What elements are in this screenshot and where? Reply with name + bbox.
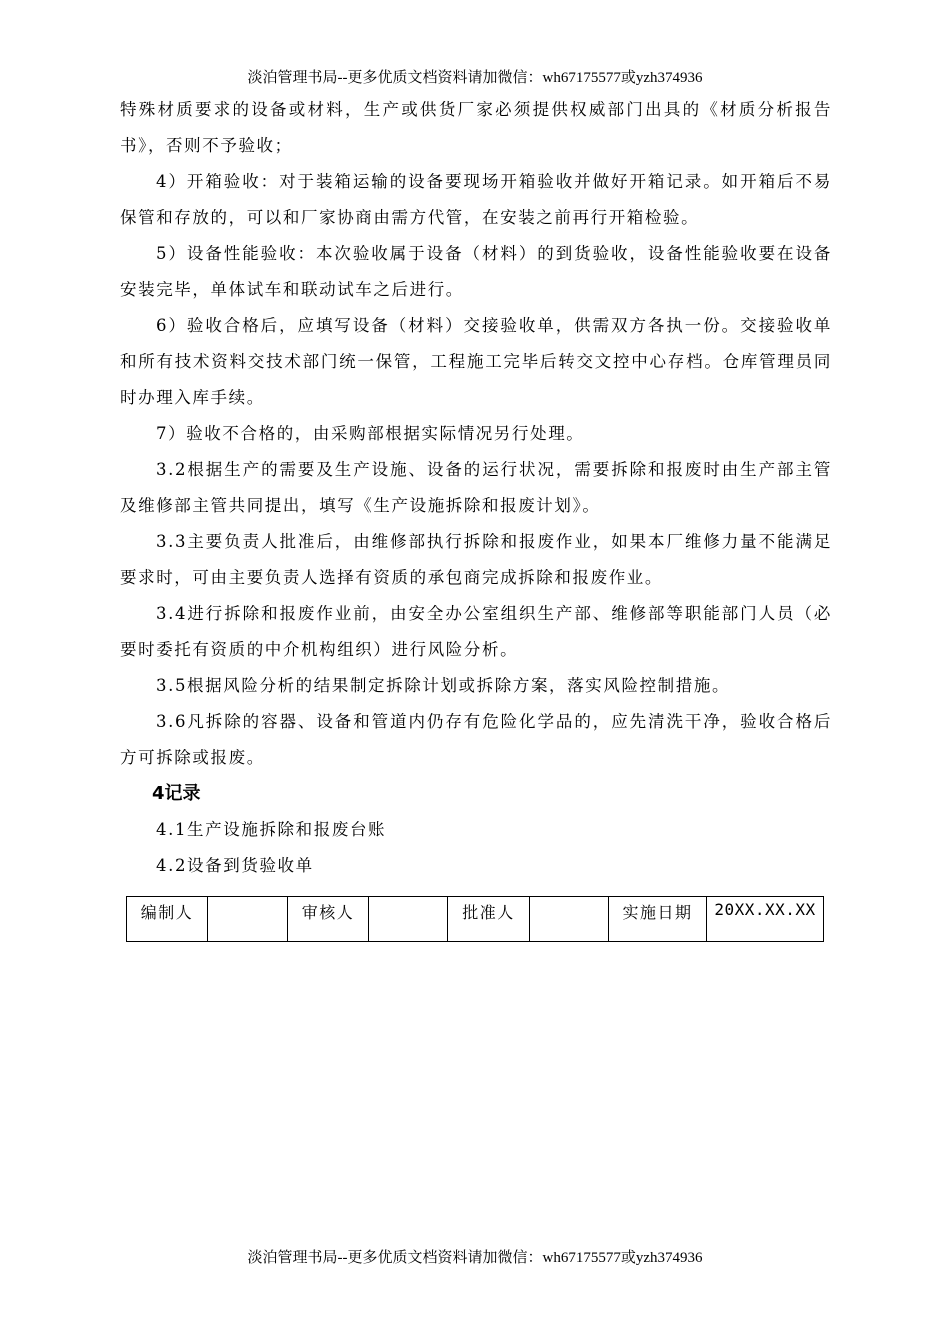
record-item-4-2: 4.2设备到货验收单 (156, 856, 314, 875)
document-body (120, 92, 832, 884)
paragraph-3-6: 3.6凡拆除的容器、设备和管道内仍存有危险化学品的，应先清洗干净，验收合格后方可拆除或报废。 (120, 712, 832, 767)
implementation-date-label: 实施日期 (609, 897, 707, 942)
paragraph-material-report: 特殊材质要求的设备或材料，生产或供货厂家必须提供权威部门出具的《材质分析报告书》，否则不予验收； (120, 100, 832, 155)
paragraph-performance-inspection: 5）设备性能验收：本次验收属于设备（材料）的到货验收，设备性能验收要在设备安装完毕，单体试车和联动试车之后进行。 (120, 244, 832, 299)
prepared-by-label: 编制人 (127, 897, 208, 942)
paragraph-3-2: 3.2根据生产的需要及生产设施、设备的运行状况，需要拆除和报废时由生产部主管及维修部主管共同提出，填写《生产设施拆除和报废计划》。 (120, 460, 832, 515)
paragraph-acceptance-form: 6）验收合格后，应填写设备（材料）交接验收单，供需双方各执一份。交接验收单和所有技术资料交技术部门统一保管，工程施工完毕后转交文控中心存档。仓库管理员同时办理入库手续。 (120, 316, 832, 407)
page-footer: 淡泊管理书局--更多优质文档资料请加微信：wh67175577或yzh374936 (247, 1250, 703, 1266)
record-item-4-1: 4.1生产设施拆除和报废台账 (156, 820, 387, 839)
paragraph-3-5: 3.5根据风险分析的结果制定拆除计划或拆除方案，落实风险控制措施。 (156, 676, 731, 695)
paragraph-unpacking-inspection: 4）开箱验收：对于装箱运输的设备要现场开箱验收并做好开箱记录。如开箱后不易保管和存放的，可以和厂家协商由需方代管，在安装之前再行开箱检验。 (120, 172, 832, 227)
page-header: 淡泊管理书局--更多优质文档资料请加微信：wh67175577或yzh374936 (247, 70, 703, 86)
approved-by-value (530, 897, 609, 942)
paragraph-3-4: 3.4进行拆除和报废作业前，由安全办公室组织生产部、维修部等职能部门人员（必要时委托有资质的中介机构组织）进行风险分析。 (120, 604, 832, 659)
signature-table (126, 896, 824, 942)
signature-row (127, 897, 824, 942)
approved-by-label: 批准人 (448, 897, 530, 942)
paragraph-3-3: 3.3主要负责人批准后，由维修部执行拆除和报废作业，如果本厂维修力量不能满足要求时，可由主要负责人选择有资质的承包商完成拆除和报废作业。 (120, 532, 832, 587)
paragraph-unqualified: 7）验收不合格的，由采购部根据实际情况另行处理。 (156, 424, 585, 443)
implementation-date-value: 20XX.XX.XX (707, 897, 824, 942)
reviewed-by-label: 审核人 (288, 897, 369, 942)
prepared-by-value (208, 897, 288, 942)
section-4-title: 4记录 (152, 783, 201, 804)
reviewed-by-value (369, 897, 448, 942)
